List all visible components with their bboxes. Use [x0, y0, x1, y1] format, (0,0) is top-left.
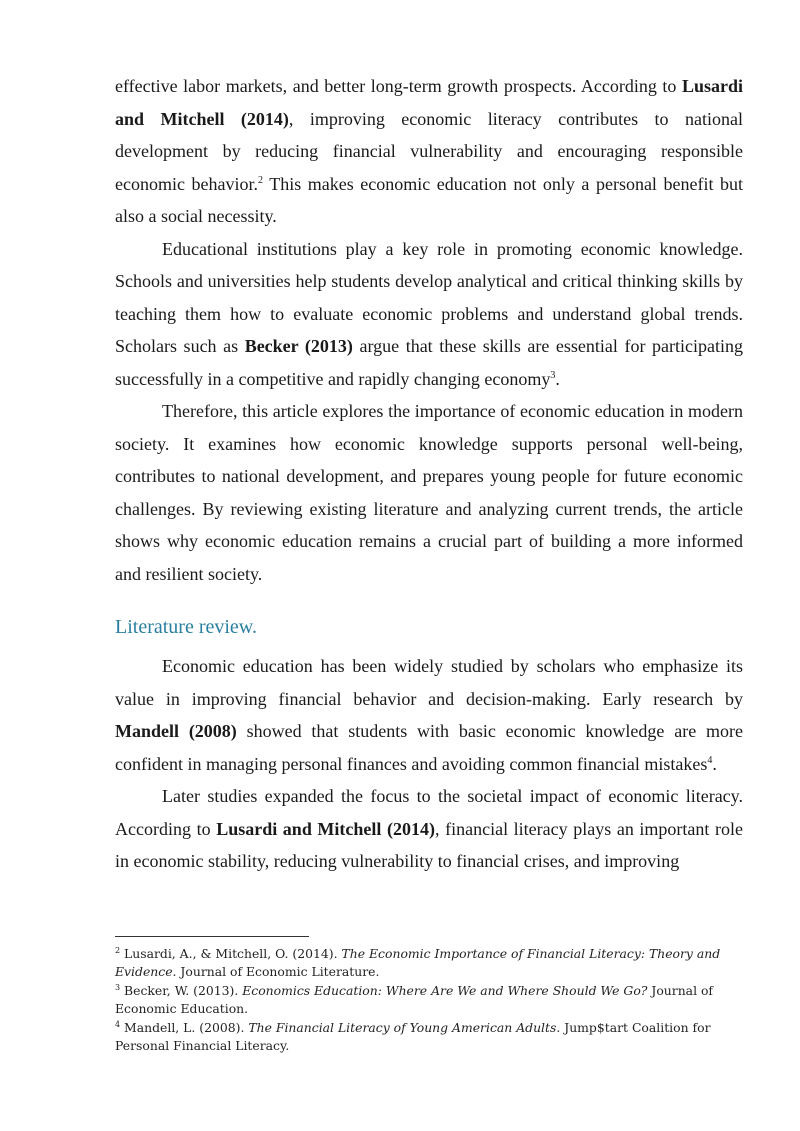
footnote-marker: 2: [258, 174, 263, 186]
section-heading-literature-review: Literature review.: [115, 616, 257, 638]
citation-bold: Lusardi and Mitchell (2014): [115, 76, 743, 129]
text-run: Lusardi, A., & Mitchell, O. (2014).: [120, 946, 342, 961]
citation-bold: Lusardi and Mitchell (2014): [216, 818, 435, 839]
text-run: , improving economic literacy contributes to national development by reducing financial vulnerability and encouraging responsible economic behavior.: [115, 108, 743, 194]
paragraph-intro-continued: [115, 70, 743, 233]
text-run: Economic education has been widely studied by scholars who emphasize its value in improving financial behavior and decision-making. Early research by: [115, 656, 743, 709]
text-run: Jump$tart Coalition for Personal Financial Literacy.: [115, 1019, 711, 1054]
footnote-marker: 3: [550, 369, 556, 381]
footnote-marker: 4: [115, 1019, 121, 1029]
footnote-3: [115, 982, 743, 1019]
paragraph-economic-education-studies: [115, 650, 743, 780]
text-run: Becker, W. (2013).: [120, 982, 243, 998]
text-run: Therefore, this article explores the importance of economic education in modern society. It examines how economic knowledge supports personal well-being, contributes to national development, and prepares young people for future economic challenges. By reviewing existing literature and analyzing current trends, the article shows why economic education remains a crucial part of building a more informed and resilient society.: [115, 401, 743, 584]
text-run: .: [712, 753, 717, 774]
text-run: , financial literacy plays an important role in economic stability, reducing vulnerability to financial crises, and improving: [115, 818, 743, 871]
text-run: .: [555, 368, 560, 389]
footnote-marker: 3: [115, 982, 121, 992]
text-run: Later studies expanded the focus to the societal impact of economic literacy. According to: [115, 786, 743, 839]
citation-bold: Becker (2013): [244, 336, 353, 356]
citation-title: Economics Education: Where Are We and Where Should We Go?: [242, 982, 648, 998]
citation-title: The Economic Importance of Financial Literacy: Theory and Evidence.: [115, 946, 721, 980]
document-body: [115, 70, 743, 878]
footnote-separator: [115, 936, 309, 937]
text-run: Educational institutions play a key role in promoting economic knowledge. Schools and universities help students develop analytical and critical thinking skills by teaching them how to evaluate economic problems and understand global trends. Scholars such as: [115, 238, 743, 356]
footnotes-section: [115, 936, 743, 1055]
text-run: Mandell, L. (2008).: [120, 1019, 249, 1035]
footnote-marker: 2: [115, 945, 121, 955]
text-run: effective labor markets, and better long-term growth prospects. According to: [115, 76, 682, 96]
text-run: argue that these skills are essential for participating successfully in a competitive and rapidly changing economy: [115, 336, 744, 389]
paragraph-article-purpose: [115, 395, 743, 590]
footnote-2: [115, 945, 743, 982]
footnote-4: [115, 1019, 743, 1056]
citation-title: The Financial Literacy of Young American Adults.: [248, 1019, 561, 1035]
text-run: Journal of Economic Education.: [115, 982, 714, 1017]
text-run: Journal of Economic Literature.: [176, 964, 380, 980]
text-run: showed that students with basic economic knowledge are more confident in managing personal finances and avoiding common financial mistakes: [115, 721, 743, 774]
text-run: This makes economic education not only a personal benefit but also a social necessity.: [115, 173, 743, 226]
footnote-marker: 4: [707, 754, 713, 766]
paragraph-later-studies: [115, 780, 743, 878]
citation-bold: Mandell (2008): [115, 721, 237, 741]
paragraph-educational-institutions: [115, 233, 743, 396]
